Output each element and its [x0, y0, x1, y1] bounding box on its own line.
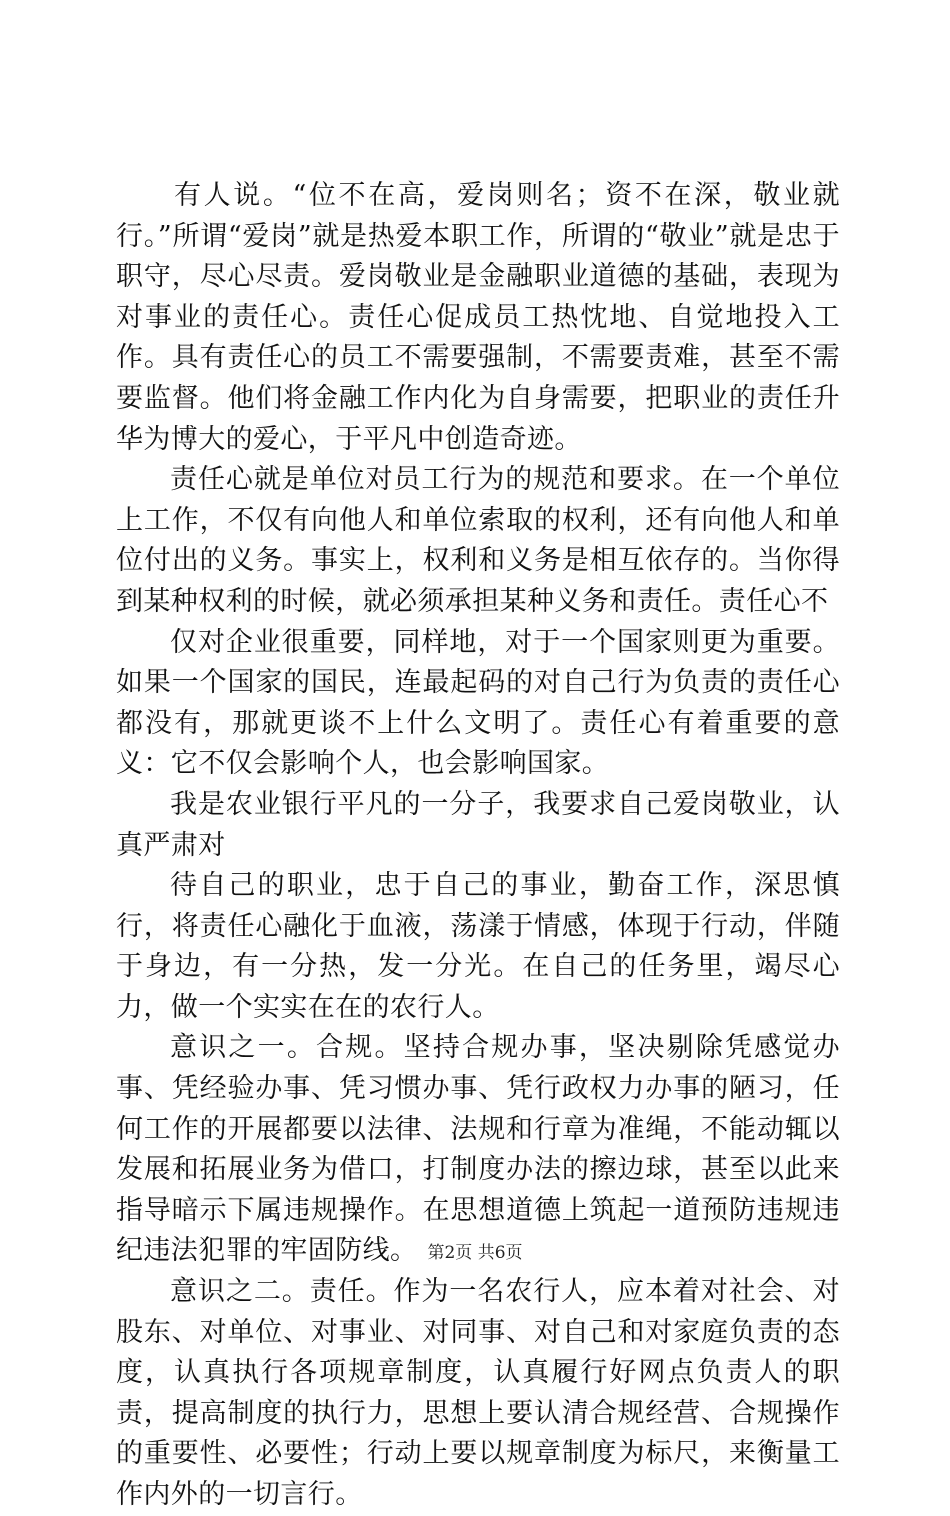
document-body: [116, 176, 840, 1516]
page-number-footer: 第2页 共6页: [427, 1243, 523, 1263]
paragraph-3: 仅对企业很重要，同样地，对于一个国家则更为重要。如果一个国家的国民，连最起码的对自己行为负责的责任心都没有，那就更谈不上什么文明了。责任心有着重要的意义：它不仅会影响个人，也会影响国家。: [116, 626, 840, 780]
paragraph-2: 责任心就是单位对员工行为的规范和要求。在一个单位上工作，不仅有向他人和单位索取的权利，还有向他人和单位付出的义务。事实上，权利和义务是相互依存的。当你得到某种权利的时候，就必须承担某种义务和责任。责任心不: [116, 464, 840, 617]
paragraph-4: 我是农业银行平凡的一分子，我要求自己爱岗敬业，认真严肃对: [116, 788, 840, 861]
paragraph-7: 意识之二。责任。作为一名农行人，应本着对社会、对股东、对单位、对事业、对同事、对自己和对家庭负责的态度，认真执行各项规章制度，认真履行好网点负责人的职责，提高制度的执行力，思想上要认清合规经营、合规操作的重要性、必要性；行动上要以规章制度为标尺，来衡量工作内外的一切言行。: [116, 1276, 840, 1510]
paragraph-5: 待自己的职业，忠于自己的事业，勤奋工作，深思慎行，将责任心融化于血液，荡漾于情感，体现于行动，伴随于身边，有一分热，发一分光。在自己的任务里，竭尽心力，做一个实实在在的农行人。: [116, 870, 840, 1023]
paragraph-6: 意识之一。合规。坚持合规办事，坚决剔除凭感觉办事、凭经验办事、凭习惯办事、凭行政权力办事的陋习，任何工作的开展都要以法律、法规和行章为准绳，不能动辄以发展和拓展业务为借口，打制度办法的擦边球，甚至以此来指导暗示下属违规操作。在思想道德上筑起一道预防违规违纪违法犯罪的牢固防线。: [116, 1032, 840, 1267]
paragraph-1: 有人说。“位不在高，爱岗则名；资不在深，敬业就行。”所谓“爱岗”就是热爱本职工作，所谓的“敬业”就是忠于职守，尽心尽责。爱岗敬业是金融职业道德的基础，表现为对事业的责任心。责任心促成员工热忱地、自觉地投入工作。具有责任心的员工不需要强制，不需要责难，甚至不需要监督。他们将金融工作内化为自身需要，把职业的责任升华为博大的爱心，于平凡中创造奇迹。: [116, 180, 840, 455]
